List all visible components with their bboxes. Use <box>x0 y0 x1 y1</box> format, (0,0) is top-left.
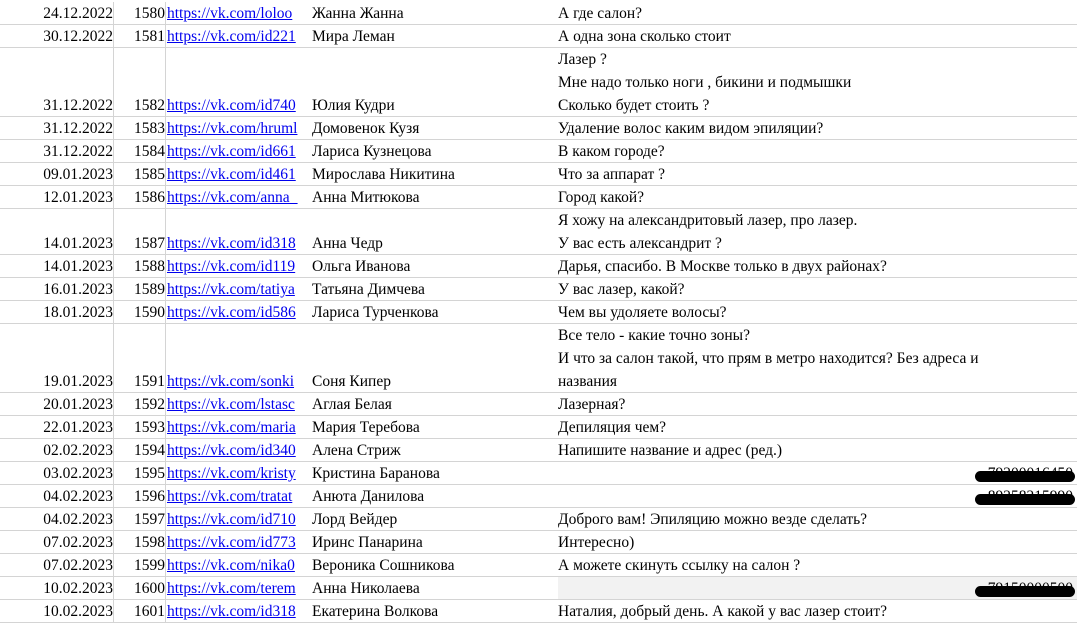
date-cell[interactable] <box>0 577 114 600</box>
number-cell[interactable] <box>115 600 166 623</box>
link-cell[interactable] <box>167 2 309 25</box>
name-cell[interactable] <box>312 301 558 324</box>
profile-link[interactable]: https://vk.com/kristy <box>167 465 296 482</box>
link-cell[interactable] <box>167 554 309 577</box>
link-line <box>167 163 309 186</box>
profile-link[interactable]: https://vk.com/id661 <box>167 143 296 160</box>
date-text: 18.01.2023 <box>43 304 113 321</box>
name-cell[interactable] <box>312 439 558 462</box>
number-cell[interactable] <box>115 2 166 25</box>
message-line: Наталия, добрый день. А какой у вас лазер стоит? <box>558 603 887 620</box>
table-row <box>0 186 1077 209</box>
message-cell[interactable] <box>558 600 1077 623</box>
name-text: Юлия Кудри <box>312 97 395 114</box>
number-text: 1599 <box>134 557 165 574</box>
message-cell[interactable] <box>558 577 1077 600</box>
number-text: 1580 <box>134 5 165 22</box>
link-line <box>167 508 309 531</box>
message-line: Мне надо только ноги , бикини и подмышки <box>558 74 852 91</box>
profile-link[interactable]: https://vk.com/anna_ <box>167 189 298 206</box>
link-line <box>167 278 309 301</box>
link-cell[interactable] <box>167 278 309 301</box>
date-text: 10.02.2023 <box>43 580 113 597</box>
message-line: А где салон? <box>558 5 643 22</box>
link-line <box>167 25 309 48</box>
message-cell[interactable] <box>558 140 1077 163</box>
message-cell[interactable] <box>558 301 1077 324</box>
date-cell[interactable] <box>0 416 114 439</box>
number-text: 1584 <box>134 143 165 160</box>
message-line: А одна зона сколько стоит <box>558 28 731 45</box>
number-text: 1582 <box>134 97 165 114</box>
number-text: 1583 <box>134 120 165 137</box>
message-line: Что за аппарат ? <box>558 166 666 183</box>
number-cell[interactable] <box>115 117 166 140</box>
profile-link[interactable]: https://vk.com/terem <box>167 580 296 597</box>
profile-link[interactable]: https://vk.com/id318 <box>167 235 296 252</box>
link-cell[interactable] <box>167 439 309 462</box>
message-line: названия <box>558 373 618 390</box>
date-cell[interactable] <box>0 278 114 301</box>
name-cell[interactable] <box>312 577 558 600</box>
name-text: Лариса Кузнецова <box>312 143 432 160</box>
name-text: Анна Митюкова <box>312 189 420 206</box>
number-text: 1581 <box>134 28 165 45</box>
table-row <box>0 2 1077 25</box>
date-cell[interactable] <box>0 2 114 25</box>
profile-link[interactable]: https://vk.com/nika0 <box>167 557 295 574</box>
table-row <box>0 485 1077 508</box>
message-line: Дарья, спасибо. В Москве только в двух районах? <box>558 258 887 275</box>
link-line <box>167 117 309 140</box>
profile-link[interactable]: https://vk.com/id586 <box>167 304 296 321</box>
link-cell[interactable] <box>167 163 309 186</box>
table-row <box>0 416 1077 439</box>
date-text: 22.01.2023 <box>43 419 113 436</box>
number-cell[interactable] <box>115 508 166 531</box>
date-text: 03.02.2023 <box>43 465 113 482</box>
table-row <box>0 508 1077 531</box>
table-row <box>0 324 1077 393</box>
profile-link[interactable]: https://vk.com/id340 <box>167 442 296 459</box>
name-cell[interactable] <box>312 255 558 278</box>
message-cell[interactable] <box>558 117 1077 140</box>
message-line: Напишите название и адрес (ред.) <box>558 442 783 459</box>
link-line <box>167 554 309 577</box>
table-row <box>0 140 1077 163</box>
date-cell[interactable] <box>0 439 114 462</box>
date-text: 04.02.2023 <box>43 511 113 528</box>
name-cell[interactable] <box>312 416 558 439</box>
number-cell[interactable] <box>115 554 166 577</box>
table-row <box>0 209 1077 255</box>
table-row <box>0 163 1077 186</box>
link-line <box>167 600 309 623</box>
date-text: 31.12.2022 <box>43 120 113 137</box>
name-text: Аглая Белая <box>312 396 392 413</box>
link-cell[interactable] <box>167 140 309 163</box>
profile-link[interactable]: https://vk.com/id773 <box>167 534 296 551</box>
table-row <box>0 25 1077 48</box>
date-cell[interactable] <box>0 209 114 255</box>
link-cell[interactable] <box>167 209 309 255</box>
number-cell[interactable] <box>115 163 166 186</box>
message-cell[interactable] <box>558 439 1077 462</box>
name-cell[interactable] <box>312 531 558 554</box>
number-cell[interactable] <box>115 393 166 416</box>
table-row <box>0 577 1077 600</box>
number-text: 1592 <box>134 396 165 413</box>
redaction-mark <box>975 494 1075 505</box>
link-line <box>167 94 309 117</box>
link-line <box>167 462 309 485</box>
link-line <box>167 232 309 255</box>
table-row <box>0 117 1077 140</box>
profile-link[interactable]: https://vk.com/sonki <box>167 373 295 390</box>
message-cell[interactable] <box>558 485 1077 508</box>
table-row <box>0 554 1077 577</box>
number-text: 1586 <box>134 189 165 206</box>
date-cell[interactable] <box>0 301 114 324</box>
number-cell[interactable] <box>115 416 166 439</box>
date-cell[interactable] <box>0 140 114 163</box>
name-text: Мира Леман <box>312 28 395 45</box>
redaction-mark <box>975 471 1075 482</box>
number-cell[interactable] <box>115 209 166 255</box>
message-line: В каком городе? <box>558 143 665 160</box>
message-line: Лазер ? <box>558 51 607 68</box>
table-row <box>0 531 1077 554</box>
link-cell[interactable] <box>167 25 309 48</box>
link-line <box>167 577 309 600</box>
message-line: И что за салон такой, что прям в метро находится? Без адреса и <box>558 350 979 367</box>
date-text: 02.02.2023 <box>43 442 113 459</box>
date-text: 24.12.2022 <box>43 5 113 22</box>
date-text: 16.01.2023 <box>43 281 113 298</box>
date-cell[interactable] <box>0 117 114 140</box>
message-cell[interactable] <box>558 2 1077 25</box>
name-cell[interactable] <box>312 48 558 117</box>
profile-link[interactable]: https://vk.com/loloo <box>167 5 293 22</box>
link-cell[interactable] <box>167 324 309 393</box>
message-cell[interactable] <box>558 255 1077 278</box>
number-text: 1591 <box>134 373 165 390</box>
profile-link[interactable]: https://vk.com/maria <box>167 419 296 436</box>
message-cell[interactable] <box>558 186 1077 209</box>
link-cell[interactable] <box>167 393 309 416</box>
link-cell[interactable] <box>167 117 309 140</box>
link-line <box>167 485 309 508</box>
date-text: 09.01.2023 <box>43 166 113 183</box>
number-text: 1587 <box>134 235 165 252</box>
message-line: Чем вы удоляете волосы? <box>558 304 727 321</box>
name-text: Алена Стриж <box>312 442 401 459</box>
name-cell[interactable] <box>312 462 558 485</box>
table-row <box>0 393 1077 416</box>
link-line <box>167 140 309 163</box>
link-cell[interactable] <box>167 416 309 439</box>
name-text: Вероника Сошникова <box>312 557 455 574</box>
number-text: 1597 <box>134 511 165 528</box>
message-line: Все тело - какие точно зоны? <box>558 327 750 344</box>
name-cell[interactable] <box>312 508 558 531</box>
message-cell[interactable] <box>558 393 1077 416</box>
profile-link[interactable]: https://vk.com/id318 <box>167 603 296 620</box>
name-cell[interactable] <box>312 485 558 508</box>
link-cell[interactable] <box>167 600 309 623</box>
link-line <box>167 416 309 439</box>
name-text: Татьяна Димчева <box>312 281 425 298</box>
date-text: 14.01.2023 <box>43 258 113 275</box>
number-cell[interactable] <box>115 278 166 301</box>
profile-link[interactable]: https://vk.com/tratat <box>167 488 293 505</box>
message-line: Удаление волос каким видом эпиляции? <box>558 120 824 137</box>
link-cell[interactable] <box>167 485 309 508</box>
link-line <box>167 370 309 393</box>
number-text: 1589 <box>134 281 165 298</box>
number-cell[interactable] <box>115 324 166 393</box>
link-line <box>167 531 309 554</box>
number-text: 1601 <box>134 603 165 620</box>
message-cell[interactable] <box>558 48 1077 117</box>
message-cell[interactable] <box>558 163 1077 186</box>
table-row <box>0 255 1077 278</box>
date-cell[interactable] <box>0 186 114 209</box>
message-cell[interactable] <box>558 554 1077 577</box>
date-cell[interactable] <box>0 508 114 531</box>
number-cell[interactable] <box>115 48 166 117</box>
name-text: Анна Чедр <box>312 235 383 252</box>
number-cell[interactable] <box>115 439 166 462</box>
name-text: Ольга Иванова <box>312 258 411 275</box>
link-cell[interactable] <box>167 508 309 531</box>
name-cell[interactable] <box>312 2 558 25</box>
date-text: 31.12.2022 <box>43 97 113 114</box>
name-text: Соня Кипер <box>312 373 391 390</box>
link-cell[interactable] <box>167 301 309 324</box>
name-cell[interactable] <box>312 393 558 416</box>
table-row <box>0 278 1077 301</box>
date-text: 31.12.2022 <box>43 143 113 160</box>
link-cell[interactable] <box>167 462 309 485</box>
profile-link[interactable]: https://vk.com/id710 <box>167 511 296 528</box>
name-cell[interactable] <box>312 140 558 163</box>
name-cell[interactable] <box>312 163 558 186</box>
number-text: 1585 <box>134 166 165 183</box>
number-cell[interactable] <box>115 255 166 278</box>
number-cell[interactable] <box>115 531 166 554</box>
message-line: Город какой? <box>558 189 645 206</box>
number-cell[interactable] <box>115 301 166 324</box>
message-line: Я хожу на александритовый лазер, про лазер. <box>558 212 858 229</box>
name-text: Домовенок Кузя <box>312 120 420 137</box>
message-cell[interactable] <box>558 324 1077 393</box>
date-text: 12.01.2023 <box>43 189 113 206</box>
number-cell[interactable] <box>115 462 166 485</box>
date-text: 14.01.2023 <box>43 235 113 252</box>
link-cell[interactable] <box>167 255 309 278</box>
profile-link[interactable]: https://vk.com/lstasc <box>167 396 295 413</box>
name-cell[interactable] <box>312 324 558 393</box>
message-line: А можете скинуть ссылку на салон ? <box>558 557 801 574</box>
name-text: Иринс Панарина <box>312 534 423 551</box>
message-line: Лазерная? <box>558 396 626 413</box>
date-text: 19.01.2023 <box>43 373 113 390</box>
link-line <box>167 255 309 278</box>
number-text: 1594 <box>134 442 165 459</box>
profile-link[interactable]: https://vk.com/id119 <box>167 258 296 275</box>
number-text: 1588 <box>134 258 165 275</box>
date-text: 07.02.2023 <box>43 557 113 574</box>
number-text: 1593 <box>134 419 165 436</box>
name-cell[interactable] <box>312 278 558 301</box>
message-line: Доброго вам! Эпиляцию можно везде сделать? <box>558 511 868 528</box>
date-text: 20.01.2023 <box>43 396 113 413</box>
number-cell[interactable] <box>115 485 166 508</box>
message-cell[interactable] <box>558 25 1077 48</box>
link-cell[interactable] <box>167 48 309 117</box>
number-cell[interactable] <box>115 140 166 163</box>
message-cell[interactable] <box>558 416 1077 439</box>
message-cell[interactable] <box>558 531 1077 554</box>
date-cell[interactable] <box>0 48 114 117</box>
name-text: Екатерина Волкова <box>312 603 439 620</box>
name-text: Анна Николаева <box>312 580 420 597</box>
number-cell[interactable] <box>115 25 166 48</box>
message-cell[interactable] <box>558 508 1077 531</box>
name-text: Лариса Турченкова <box>312 304 439 321</box>
table-row <box>0 301 1077 324</box>
name-text: Мирослава Никитина <box>312 166 455 183</box>
date-text: 30.12.2022 <box>43 28 113 45</box>
message-cell[interactable] <box>558 209 1077 255</box>
date-cell[interactable] <box>0 600 114 623</box>
profile-link[interactable]: https://vk.com/id461 <box>167 166 296 183</box>
redaction-mark <box>975 586 1075 597</box>
link-line <box>167 186 309 209</box>
date-cell[interactable] <box>0 485 114 508</box>
table-row <box>0 600 1077 623</box>
number-cell[interactable] <box>115 577 166 600</box>
table-row <box>0 48 1077 117</box>
name-cell[interactable] <box>312 600 558 623</box>
name-text: Анюта Данилова <box>312 488 425 505</box>
name-text: Жанна Жанна <box>312 5 404 22</box>
date-cell[interactable] <box>0 531 114 554</box>
link-line <box>167 439 309 462</box>
message-cell[interactable] <box>558 278 1077 301</box>
number-text: 1600 <box>134 580 165 597</box>
number-text: 1590 <box>134 304 165 321</box>
link-line <box>167 2 309 25</box>
date-text: 07.02.2023 <box>43 534 113 551</box>
number-text: 1595 <box>134 465 165 482</box>
name-cell[interactable] <box>312 117 558 140</box>
message-line: У вас лазер, какой? <box>558 281 685 298</box>
link-line <box>167 393 309 416</box>
number-text: 1598 <box>134 534 165 551</box>
name-cell[interactable] <box>312 186 558 209</box>
date-cell[interactable] <box>0 163 114 186</box>
number-text: 1596 <box>134 488 165 505</box>
date-cell[interactable] <box>0 462 114 485</box>
table-row <box>0 439 1077 462</box>
profile-link[interactable]: https://vk.com/tatiya <box>167 281 295 298</box>
name-text: Мария Теребова <box>312 419 420 436</box>
date-text: 04.02.2023 <box>43 488 113 505</box>
name-cell[interactable] <box>312 554 558 577</box>
table-row <box>0 462 1077 485</box>
link-cell[interactable] <box>167 186 309 209</box>
profile-link[interactable]: https://vk.com/hruml <box>167 120 298 137</box>
message-cell[interactable] <box>558 462 1077 485</box>
date-cell[interactable] <box>0 25 114 48</box>
message-line: Депиляция чем? <box>558 419 667 436</box>
date-cell[interactable] <box>0 255 114 278</box>
message-line: Сколько будет стоить ? <box>558 97 710 114</box>
name-text: Лорд Вейдер <box>312 511 398 528</box>
date-cell[interactable] <box>0 393 114 416</box>
name-cell[interactable] <box>312 209 558 255</box>
link-cell[interactable] <box>167 577 309 600</box>
number-cell[interactable] <box>115 186 166 209</box>
profile-link[interactable]: https://vk.com/id221 <box>167 28 296 45</box>
message-line: У вас есть александрит ? <box>558 235 722 252</box>
link-cell[interactable] <box>167 531 309 554</box>
name-cell[interactable] <box>312 25 558 48</box>
date-text: 10.02.2023 <box>43 603 113 620</box>
name-text: Кристина Баранова <box>312 465 440 482</box>
message-line: Интересно) <box>558 534 635 551</box>
date-cell[interactable] <box>0 324 114 393</box>
date-cell[interactable] <box>0 554 114 577</box>
profile-link[interactable]: https://vk.com/id740 <box>167 97 296 114</box>
link-line <box>167 301 309 324</box>
